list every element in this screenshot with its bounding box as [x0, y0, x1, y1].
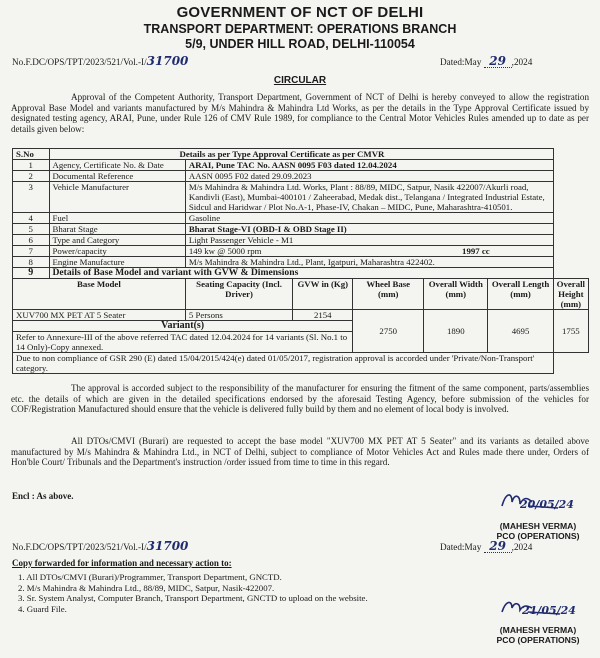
date-line [440, 56, 532, 68]
signatory-2 [488, 625, 588, 645]
copy-list [18, 572, 368, 614]
table-row [13, 182, 589, 213]
row-number: 5 [13, 224, 50, 235]
handwritten-dispatch-number-2: 31700 [146, 539, 189, 553]
list-item: 1. All DTOs/CMVI (Burari)/Programmer, Transport Department, GNCTD. [18, 572, 282, 582]
table-row [13, 213, 589, 224]
row-value: Light Passenger Vehicle - M1 [185, 235, 553, 246]
specification-table [12, 148, 589, 374]
signatory-1-name: (MAHESH VERMA) [499, 521, 577, 531]
row-label: Type and Category [49, 235, 185, 246]
signatory-2-designation: PCO (OPERATIONS) [496, 635, 580, 645]
sno-header: S.No [13, 149, 50, 160]
signature-1-date: 20/05/24 [520, 498, 574, 511]
table-row [13, 235, 589, 246]
table-row [13, 257, 589, 268]
responsibility-paragraph: The approval is accorded subject to the responsibility of the manufacturer for ensuring the fitment of the same component, parts/assemblies etc. the details of which are given in the detailed specifications endorsed by the aforesaid Testing Agency, before submission of the vehicles for COF/Registration Manufactured should ensure that the vehicle is delivered fully build by them and no element of local body is involved. [11, 383, 589, 415]
circular-title: CIRCULAR [273, 75, 327, 86]
base-model-name: XUV700 MX PET AT 5 Seater [13, 310, 186, 321]
gsr-note-row [13, 353, 589, 374]
date-label-2: Dated:May [440, 542, 482, 552]
date-year-2: ,2024 [511, 542, 533, 552]
handwritten-date-day-2: 29 [484, 541, 512, 553]
variants-text: Refer to Annexure-III of the above referred TAC dated 12.04.2024 for 14 variants (Sl. No.1 to 14 Only)-Copy annexed. [13, 332, 353, 353]
base-gvw: 2154 [293, 310, 353, 321]
row-number: 8 [13, 257, 50, 268]
copy-heading: Copy forwarded for information and necessary action to: [12, 558, 232, 568]
letterhead-line3: 5/9, UNDER HILL ROAD, DELHI-110054 [185, 37, 415, 51]
list-item: 2. M/s Mahindra & Mahindra Ltd., 88/89, MIDC, Satpur, Nasik-422007. [18, 582, 275, 593]
row-number: 4 [13, 213, 50, 224]
base-length: 4695 [488, 310, 553, 353]
width-header: Overall Width (mm) [424, 279, 488, 310]
row-number: 1 [13, 160, 50, 171]
signature-2 [498, 596, 576, 625]
height-header: Overall Height (mm) [553, 279, 588, 310]
row-value: Bharat Stage-VI (OBD-I & OBD Stage II) [185, 224, 553, 235]
row-label: Power/capacity [49, 246, 185, 257]
row-value: M/s Mahindra & Mahindra Ltd. Works, Plant : 88/89, MIDC, Satpur, Nasik 422007/Akurli road, Kandivli (East), Mumbai-400101 / Zaheerabad, Medak dist., Telangana / Integrated Industrial Estate, Sidcul and Haridwar / Plot No.A-1, Phase-IV, Chakan – MIDC, Pune, Maharashtra-410501. [185, 182, 553, 213]
dimensions-title: Details of Base Model and variant with GVW & Dimensions [49, 268, 553, 279]
row-number: 3 [13, 182, 50, 213]
length-header: Overall Length (mm) [488, 279, 553, 310]
dimensions-header-row [13, 279, 589, 310]
variants-label: Variant(s) [13, 321, 353, 332]
date-year: ,2024 [511, 57, 533, 67]
date-line-2 [440, 541, 532, 553]
file-number-2-text: No.F.DC/OPS/TPT/2023/521/Vol.-I/ [12, 542, 147, 552]
table-row [13, 246, 589, 257]
capacity-value: 1997 cc [462, 246, 490, 256]
signatory-1-designation: PCO (OPERATIONS) [496, 531, 580, 541]
intro-paragraph: Approval of the Competent Authority, Transport Department, Government of NCT of Delhi is hereby conveyed to allow the registration Approval Base Model and variants manufactured by M/s Mahindra & Mahindra Ltd Works, as per the details in the Type Approval Certificate issued by designated testing agency, ARAI, Pune, under Rule 126 of CMV Rule 1989, for compliance to the Central Motor Vehicles Rules amended up to date as per details given below: [11, 92, 589, 134]
row-value: M/s Mahindra & Mahindra Ltd., Plant, Igatpuri, Maharashtra 422402. [185, 257, 553, 268]
base-wheel-base: 2750 [353, 310, 424, 353]
row-label: Fuel [49, 213, 185, 224]
wheel-base-header: Wheel Base (mm) [353, 279, 424, 310]
base-seating: 5 Persons [185, 310, 292, 321]
table-header-row [13, 149, 589, 160]
row-label: Documental Reference [49, 171, 185, 182]
date-label: Dated:May [440, 57, 482, 67]
letterhead-line2: TRANSPORT DEPARTMENT: OPERATIONS BRANCH [143, 22, 457, 36]
dimensions-title-row [13, 268, 589, 279]
gvw-header: GVW in (Kg) [293, 279, 353, 310]
file-number-text: No.F.DC/OPS/TPT/2023/521/Vol.-I/ [12, 57, 147, 67]
row-label: Vehicle Manufacturer [49, 182, 185, 213]
base-model-row [13, 310, 589, 321]
seating-header: Seating Capacity (Incl. Driver) [185, 279, 292, 310]
row-label: Agency, Certificate No. & Date [49, 160, 185, 171]
signatory-1 [488, 521, 588, 541]
signature-2-date: 21/05/24 [522, 604, 576, 617]
row-value: AASN 0095 F02 dated 29.09.2023 [185, 171, 553, 182]
row-number: 2 [13, 171, 50, 182]
list-item: 3. Sr. System Analyst, Computer Branch, Transport Department, GNCTD to upload on the website. [18, 593, 368, 603]
row-number: 6 [13, 235, 50, 246]
handwritten-dispatch-number: 31700 [146, 54, 189, 68]
row-value: Gasoline [185, 213, 553, 224]
table-row [13, 224, 589, 235]
signature-1 [498, 488, 574, 519]
acceptance-paragraph: All DTOs/CMVI (Burari) are requested to accept the base model "XUV700 MX PET AT 5 Seater" and its variants as detailed above manufactured by M/s Mahindra & Mahindra Ltd., in NCT of Delhi, subject to compliance of Motor Vehicles Act and Rules made there under, Orders of Hon'ble Court/ Tribunals and the Department's instruction /order issued from time to time in this regard. [11, 436, 589, 468]
handwritten-date-day: 29 [484, 56, 512, 68]
row-value: ARAI, Pune TAC No. AASN 0095 F03 dated 12.04.2024 [185, 160, 553, 171]
list-item: 4. Guard File. [18, 603, 67, 614]
gsr-note: Due to non compliance of GSR 290 (E) dated 15/04/2015/424(e) dated 01/05/2017, registration approval is accorded under 'Private/Non-Transport' category. [13, 353, 554, 374]
table-row [13, 171, 589, 182]
power-value: 149 kw @ 5000 rpm [188, 246, 262, 256]
row-number: 9 [13, 268, 50, 279]
row-number: 7 [13, 246, 50, 257]
row-label: Bharat Stage [49, 224, 185, 235]
row-value [185, 246, 553, 257]
table-row [13, 160, 589, 171]
row-label: Engine Manufacture [49, 257, 185, 268]
base-width: 1890 [424, 310, 488, 353]
file-number-2 [12, 541, 188, 553]
base-height: 1755 [553, 310, 588, 353]
base-model-header: Base Model [13, 279, 186, 310]
signatory-2-name: (MAHESH VERMA) [499, 625, 577, 635]
file-number [12, 56, 188, 68]
details-header: Details as per Type Approval Certificate as per CMVR [49, 149, 553, 160]
enclosure-note: Encl : As above. [12, 491, 74, 501]
letterhead-line1: GOVERNMENT OF NCT OF DELHI [176, 4, 424, 21]
